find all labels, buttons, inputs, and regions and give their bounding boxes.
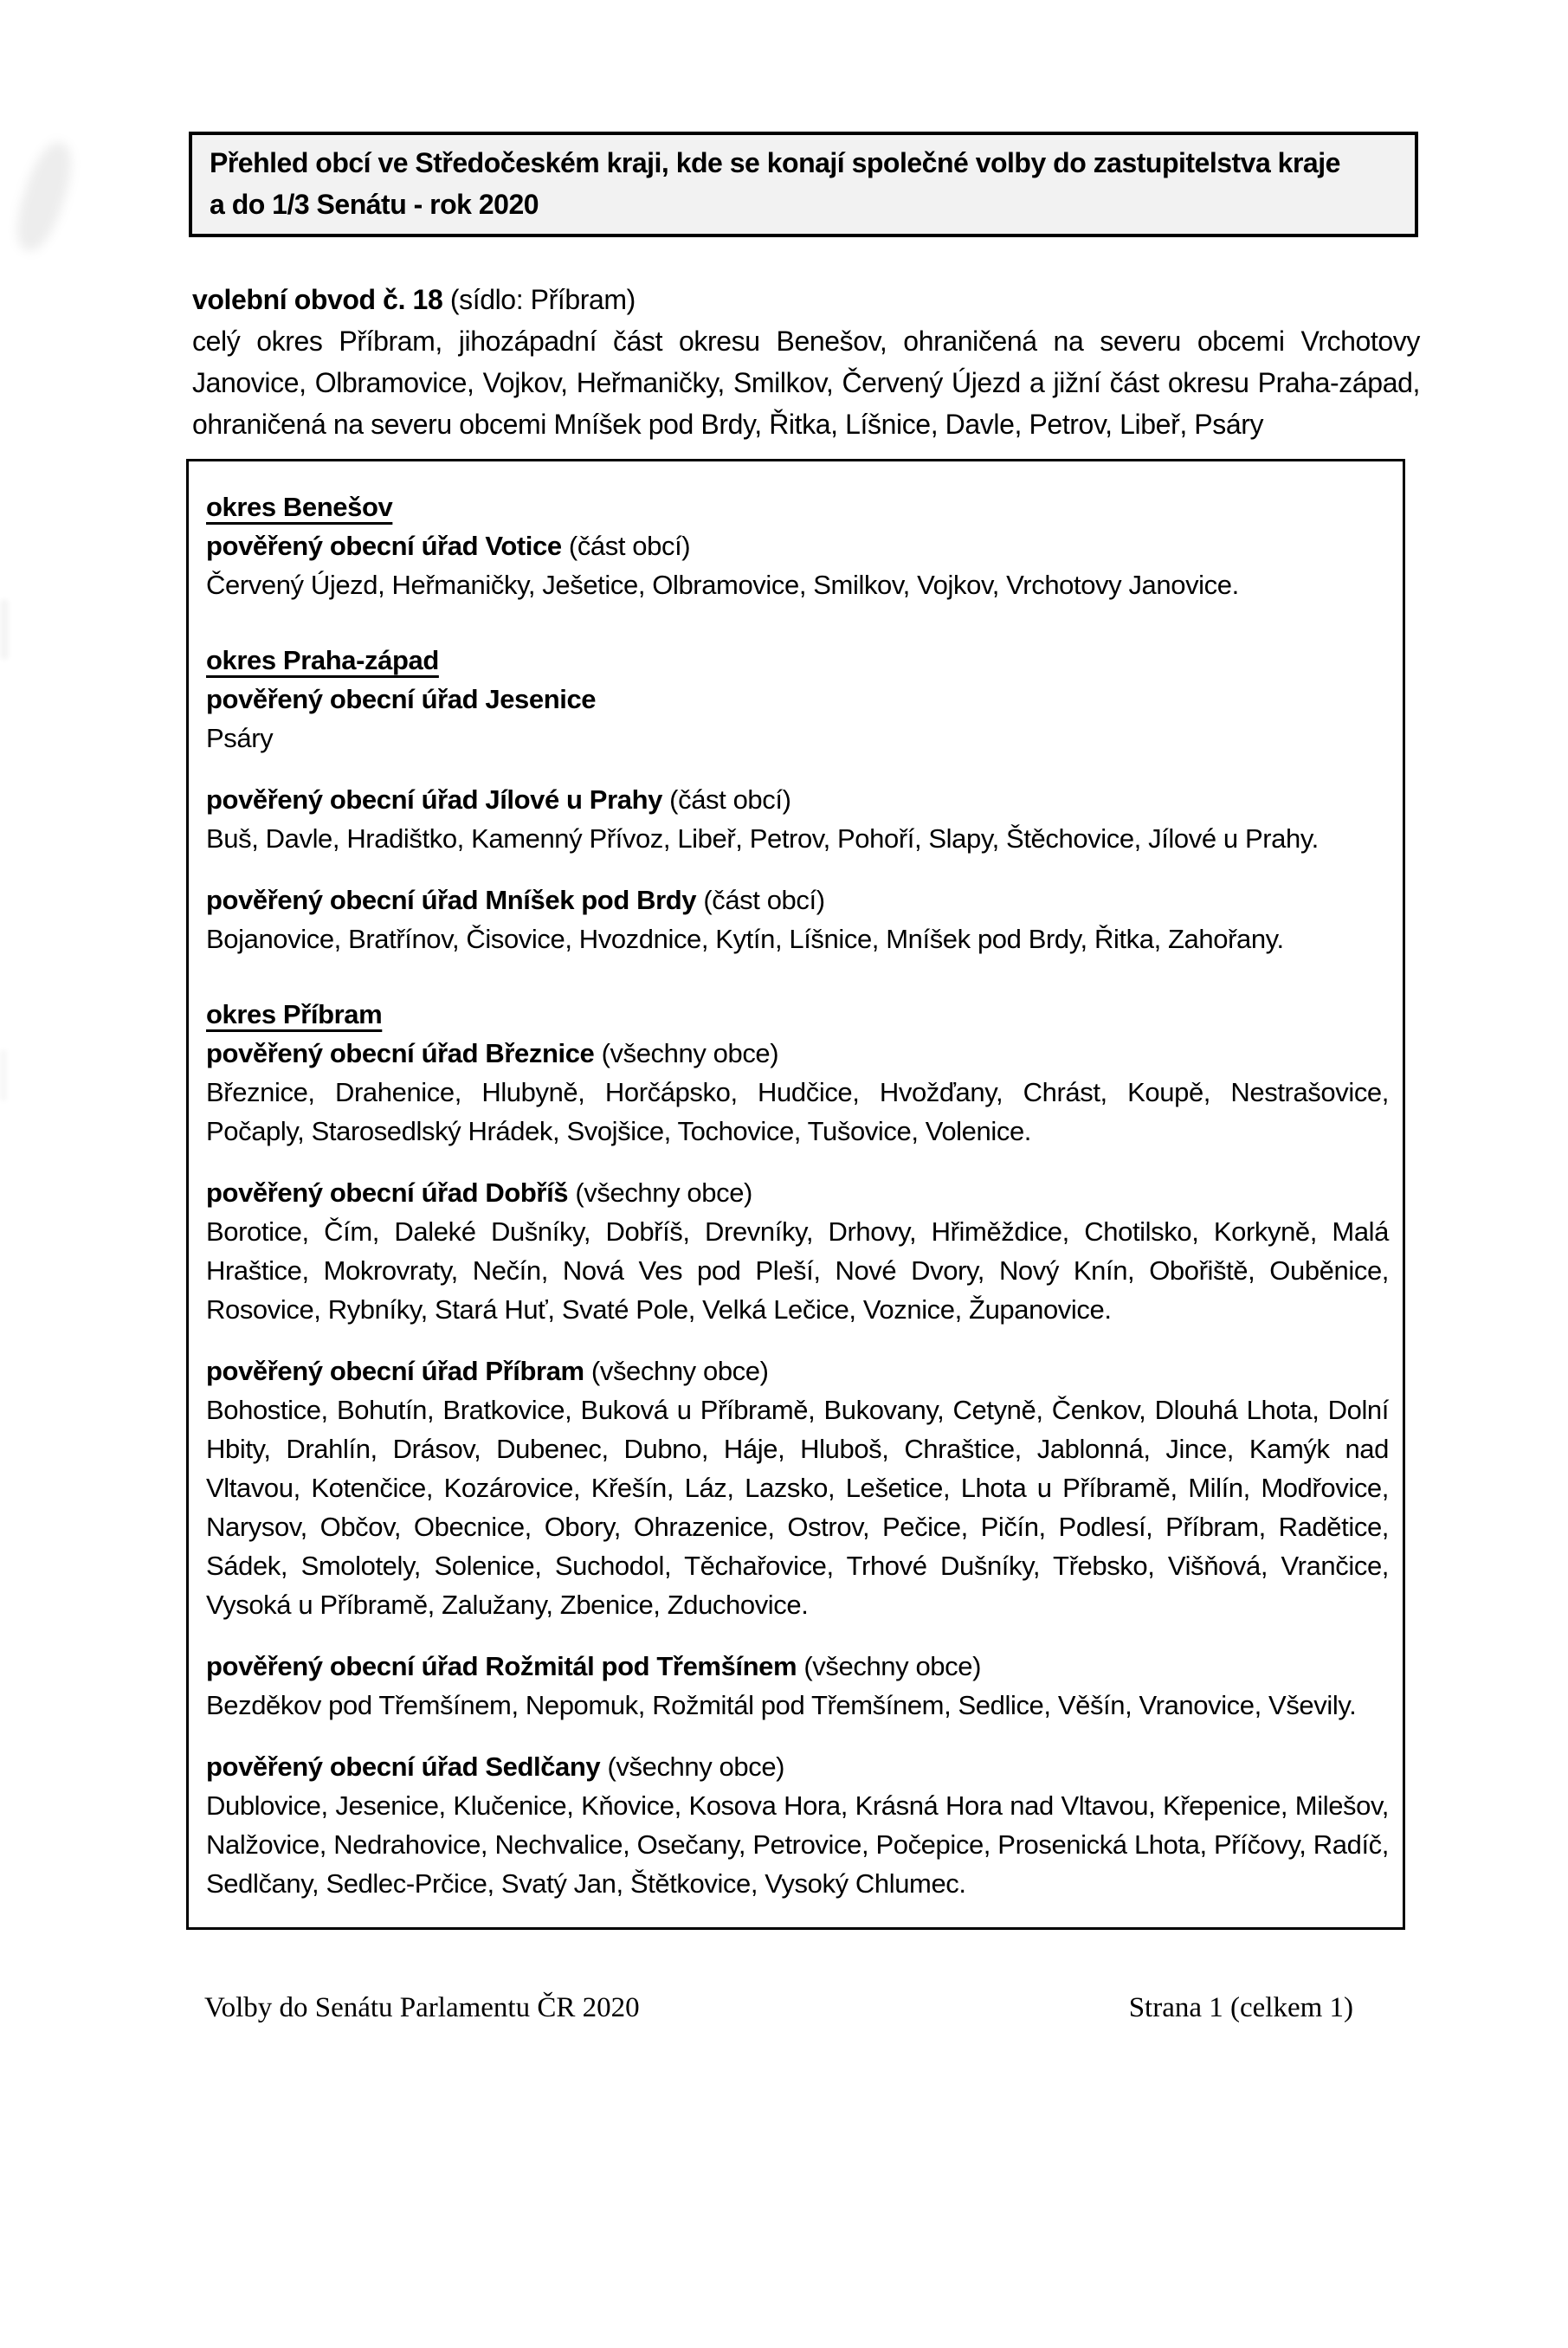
districts-box [186, 459, 1405, 1930]
district-heading [206, 995, 1389, 1034]
office-block [206, 1647, 1389, 1725]
office-scope: (část obcí) [696, 885, 825, 915]
office-title: pověřený obecní úřad Mníšek pod Brdy [206, 885, 697, 915]
electoral-district-description: celý okres Příbram, jihozápadní část okresu Benešov, ohraničená na severu obcemi Vrchotovy Janovice, Olbramovice, Vojkov, Heřmaničky, Smilkov, Červený Újezd a jižní část okresu Praha-západ, ohraničená na severu obcemi Mníšek pod Brdy, Řitka, Líšnice, Davle, Petrov, Libeř, Psáry [192, 326, 1420, 440]
district-name: okres Praha-západ [206, 645, 439, 675]
district-group-praha-zapad [206, 641, 1389, 958]
municipality-list: Borotice, Čím, Daleké Dušníky, Dobříš, Drevníky, Drhovy, Hřiměždice, Chotilsko, Korkyně, Malá Hraštice, Mokrovraty, Nečín, Nová Ves pod Pleší, Nové Dvory, Nový Knín, Obořiště, Ouběnice, Rosovice, Rybníky, Stará Huť, Svaté Pole, Velká Lečice, Voznice, Županovice. [206, 1216, 1389, 1325]
office-scope: (všechny obce) [797, 1651, 981, 1681]
document-title-line-1: Přehled obcí ve Středočeském kraji, kde se konají společné volby do zastupitelstva kraje [210, 147, 1340, 178]
office-title: pověřený obecní úřad Votice [206, 531, 562, 561]
office-heading [206, 780, 1389, 819]
office-title: pověřený obecní úřad Rožmitál pod Třemšínem [206, 1651, 797, 1681]
office-block [206, 1747, 1389, 1903]
document-title-box [189, 132, 1418, 237]
scan-artifact [0, 1049, 7, 1101]
document-page [0, 132, 1568, 2348]
office-block [206, 780, 1389, 858]
footer-document-label: Volby do Senátu Parlamentu ČR 2020 [204, 1992, 640, 2023]
office-title: pověřený obecní úřad Příbram [206, 1356, 584, 1386]
office-title: pověřený obecní úřad Sedlčany [206, 1751, 601, 1782]
municipality-list: Bojanovice, Bratřínov, Čisovice, Hvozdnice, Kytín, Líšnice, Mníšek pod Brdy, Řitka, Zahořany. [206, 924, 1284, 954]
office-scope: (část obcí) [561, 531, 691, 561]
scan-artifact [8, 137, 81, 256]
office-heading [206, 1351, 1389, 1390]
office-title: pověřený obecní úřad Jílové u Prahy [206, 784, 662, 815]
office-heading [206, 680, 1389, 719]
page-footer [204, 1992, 1353, 2024]
district-group-pribram [206, 995, 1389, 1903]
office-block [206, 680, 1389, 758]
municipality-list: Buš, Davle, Hradištko, Kamenný Přívoz, Libeř, Petrov, Pohoří, Slapy, Štěchovice, Jílové u Prahy. [206, 823, 1319, 854]
footer-page-number: Strana 1 (celkem 1) [1128, 1992, 1353, 2023]
office-block [206, 880, 1389, 958]
office-block [206, 1173, 1389, 1329]
district-group-benesov [206, 487, 1389, 604]
district-name: okres Benešov [206, 492, 393, 522]
municipality-list: Červený Újezd, Heřmaničky, Ješetice, Olbramovice, Smilkov, Vojkov, Vrchotovy Janovice. [206, 570, 1239, 600]
intro-section [192, 279, 1420, 445]
scan-artifact [0, 599, 9, 660]
office-heading [206, 1747, 1389, 1786]
office-heading [206, 526, 1389, 565]
electoral-district-seat: (sídlo: Příbram) [442, 284, 636, 315]
office-scope: (část obcí) [661, 784, 791, 815]
office-scope: (všechny obce) [594, 1038, 779, 1068]
office-scope: (všechny obce) [600, 1751, 785, 1782]
office-heading [206, 1173, 1389, 1212]
district-heading [206, 641, 1389, 680]
office-heading [206, 880, 1389, 919]
office-title: pověřený obecní úřad Jesenice [206, 684, 597, 714]
office-scope: (všechny obce) [584, 1356, 769, 1386]
municipality-list: Bezděkov pod Třemšínem, Nepomuk, Rožmitál pod Třemšínem, Sedlice, Věšín, Vranovice, Vševily. [206, 1690, 1357, 1720]
municipality-list: Bohostice, Bohutín, Bratkovice, Buková u Příbramě, Bukovany, Cetyně, Čenkov, Dlouhá Lhota, Dolní Hbity, Drahlín, Drásov, Dubenec, Dubno, Háje, Hluboš, Chraštice, Jablonná, Jince, Kamýk nad Vltavou, Kotenčice, Kozárovice, Křešín, Láz, Lazsko, Lešetice, Lhota u Příbramě, Milín, Modřovice, Narysov, Občov, Obecnice, Obory, Ohrazenice, Ostrov, Pečice, Pičín, Podlesí, Příbram, Radětice, Sádek, Smolotely, Solenice, Suchodol, Těchařovice, Trhové Dušníky, Třebsko, Višňová, Vrančice, Vysoká u Příbramě, Zalužany, Zbenice, Zduchovice. [206, 1395, 1389, 1620]
electoral-district-heading [192, 279, 1420, 320]
electoral-district-label: volební obvod č. 18 [192, 284, 443, 315]
municipality-list: Dublovice, Jesenice, Klučenice, Kňovice, Kosova Hora, Krásná Hora nad Vltavou, Křepenice, Milešov, Nalžovice, Nedrahovice, Nechvalice, Osečany, Petrovice, Počepice, Prosenická Lhota, Příčovy, Radíč, Sedlčany, Sedlec-Prčice, Svatý Jan, Štětkovice, Vysoký Chlumec. [206, 1790, 1389, 1899]
office-block [206, 1034, 1389, 1151]
office-title: pověřený obecní úřad Březnice [206, 1038, 595, 1068]
office-block [206, 1351, 1389, 1624]
municipality-list: Psáry [206, 723, 274, 753]
document-title-line-2: a do 1/3 Senátu - rok 2020 [210, 189, 539, 220]
district-name: okres Příbram [206, 999, 383, 1029]
municipality-list: Březnice, Drahenice, Hlubyně, Horčápsko, Hudčice, Hvožďany, Chrást, Koupě, Nestrašovice, Počaply, Starosedlský Hrádek, Svojšice, Tochovice, Tušovice, Volenice. [206, 1077, 1389, 1146]
office-heading [206, 1647, 1389, 1686]
office-scope: (všechny obce) [568, 1177, 752, 1208]
office-heading [206, 1034, 1389, 1073]
office-title: pověřený obecní úřad Dobříš [206, 1177, 569, 1208]
office-block [206, 526, 1389, 604]
district-heading [206, 487, 1389, 526]
